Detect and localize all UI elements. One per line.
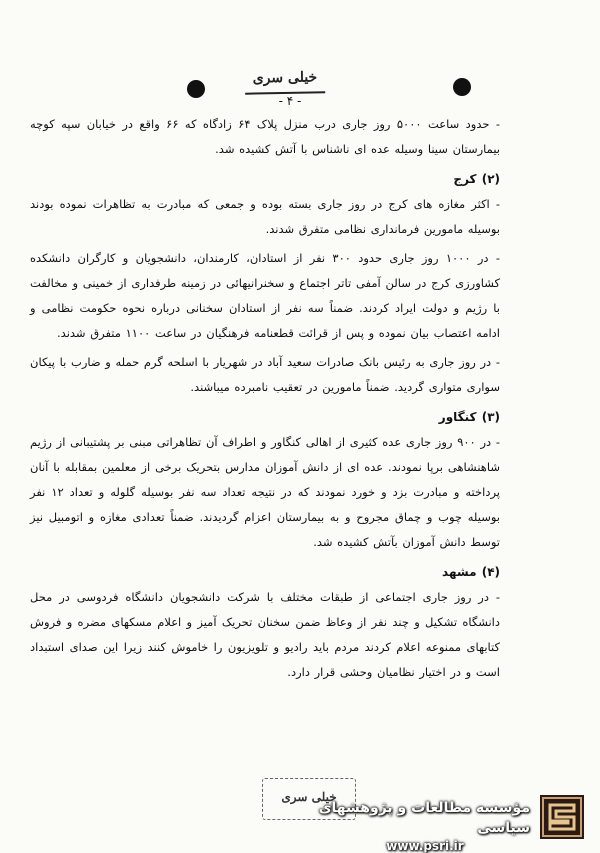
paragraph: - در ۱۰۰۰ روز جاری حدود ۳۰۰ نفر از استادان، کارمندان، دانشجویان و کارگران دانشکده کشاورزی کرج در سالن آمفی تاتر اجتماع و سخنرانیهائی در زمینه طرفداری از خمینی و مخالفت با رژیم و دولت ایراد کردند. ضمناً سه نفر از استادان سخنانی درباره نحوه حکومت نظامی و ادامه اعتصاب بیان نموده و پس از قرائت قطعنامه فرهنگیان در ساعت ۱۱۰۰ متفرق شدند. <box>30 251 500 340</box>
section-heading-kangavar: (۳) کنگاور <box>438 410 500 424</box>
paragraph: - در روز جاری اجتماعی از طبقات مختلف با شرکت دانشجویان دانشگاه فردوسی در محل دانشگاه تشکیل و چند نفر از وعاظ ضمن سخنان تحریک آمیز و اعلام مسکهای مضره و فروش کتابهای ممنوعه اعلام کردند مردم باید رادیو و تلویزیون را خاموش کنند زیرا این صدای استبداد است و در اختیار نظامیان وحشی قرار دارد. <box>30 590 500 679</box>
watermark-url[interactable]: www.psri.ir <box>386 839 464 853</box>
classification-stamp: خیلی سری <box>245 69 325 94</box>
classification-stamp-bottom: خیلی سری <box>262 778 356 820</box>
psri-logo-icon <box>540 795 584 839</box>
paragraph: - در ۹۰۰ روز جاری عده کثیری از اهالی کنگاور و اطراف آن تظاهراتی مبنی بر پشتیبانی از رژیم شاهنشاهی برپا نمودند. عده ای از دانش آموزان مدارس بتحریک برخی از معلمین بمقابله با آنان پرداخته و مبادرت بزد و خورد نمودند که در نتیجه تعداد سه نفر بوسیله گلوله و تعداد ۱۲ نفر بوسیله چوب و چماق مجروح و به بیمارستان اعزام گردیدند. ضمناً تعدادی مغازه و اتومبیل نیز توسط دانش آموزان بآتش کشیده شد. <box>30 435 500 549</box>
punch-hole-left <box>187 80 205 98</box>
document-body <box>30 112 500 685</box>
page-number: - ۴ - <box>278 94 302 108</box>
punch-hole-right <box>453 78 471 96</box>
watermark-org: مؤسسه مطالعات و پژوهشهای سیاسی <box>318 800 530 836</box>
paragraph: - اکثر مغازه های کرج در روز جاری بسته بوده و جمعی که مبادرت به تظاهرات نموده بودند بوسیله مامورین فرمانداری نظامی متفرق شدند. <box>30 197 500 236</box>
paragraph: - در روز جاری به رئیس بانک صادرات سعید آباد در شهریار با اسلحه گرم حمله و ضارب با پیکان سواری متواری گردید. ضمناً مامورین در تعقیب نامبرده میباشند. <box>30 355 500 394</box>
paragraph: - حدود ساعت ۵۰۰۰ روز جاری درب منزل پلاک ۶۴ زادگاه که ۶۶ واقع در خیابان سپه کوچه بیمارستان سینا وسیله عده ای ناشناس با آتش کشیده شد. <box>30 117 501 156</box>
section-heading-mashhad: (۴) مشهد <box>442 565 500 579</box>
watermark <box>280 798 530 853</box>
section-heading-karaj: (۲) کرج <box>453 172 500 186</box>
